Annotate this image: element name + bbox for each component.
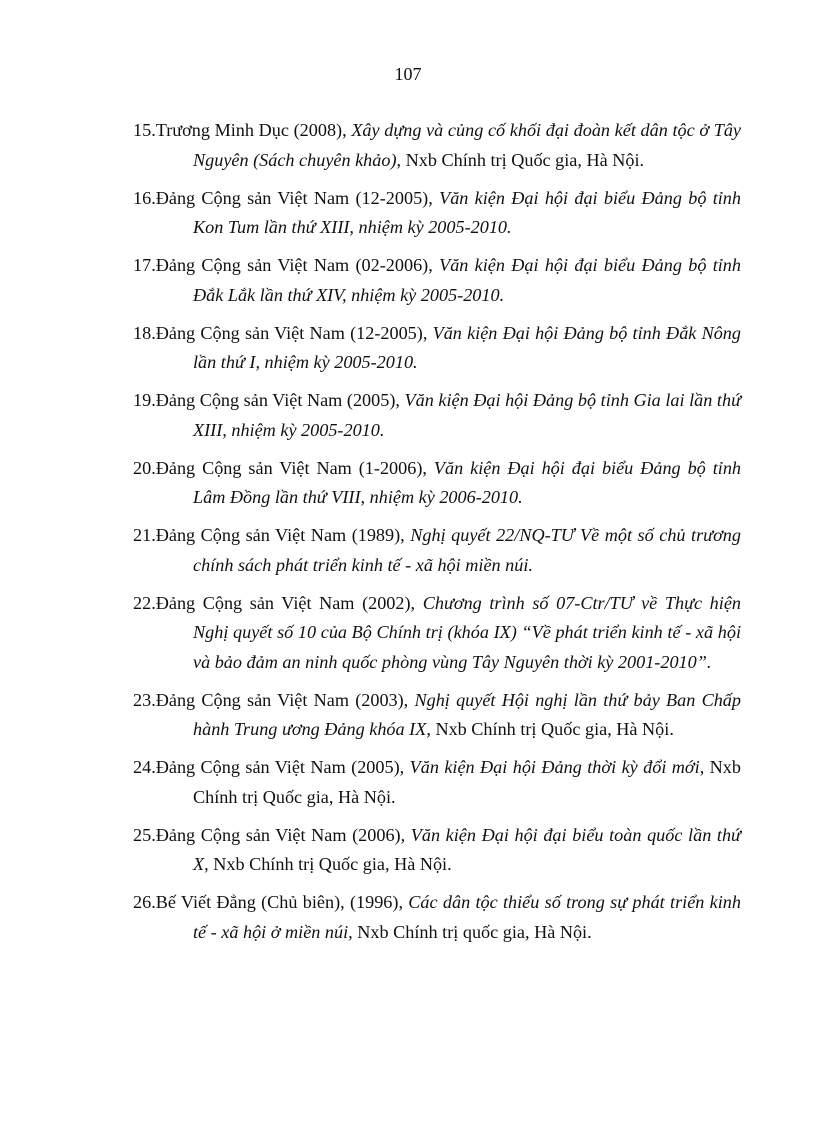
reference-publisher: , Nxb Chính trị Quốc gia, Hà Nội. (193, 757, 741, 807)
reference-title: Nghị quyết Hội nghị lần thứ bảy Ban Chấp hành Trung ương Đảng khóa IX (193, 689, 741, 739)
reference-author: Đảng Cộng sản Việt Nam (2006), (155, 824, 411, 845)
reference-item (133, 319, 741, 378)
reference-author: Đảng Cộng sản Việt Nam (1-2006), (155, 457, 434, 478)
reference-number: 17. (133, 255, 156, 275)
reference-item (133, 184, 741, 243)
reference-number: 16. (133, 187, 156, 208)
reference-list (133, 116, 741, 956)
reference-item (133, 686, 741, 745)
reference-number: 22. (133, 592, 156, 613)
reference-item (133, 589, 741, 678)
reference-author: Bế Viết Đẳng (Chủ biên), (1996), (155, 892, 409, 912)
reference-item (133, 521, 741, 580)
reference-author: Đảng Cộng sản Việt Nam (12-2005), (155, 187, 440, 208)
reference-item (133, 386, 741, 445)
reference-author: Đảng Cộng sản Việt Nam (2003), (155, 689, 415, 710)
reference-publisher: Nxb Chính trị quốc gia, Hà Nội. (352, 921, 592, 942)
reference-item (133, 116, 741, 175)
reference-number: 24. (133, 757, 156, 777)
reference-item (133, 251, 741, 310)
reference-title: Văn kiện Đại hội đại biểu Đảng bộ tỉnh Đắk Lắk lần thứ XIV, nhiệm kỳ 2005-2010. (193, 255, 741, 305)
reference-item (133, 821, 741, 880)
reference-item (133, 454, 741, 513)
reference-publisher: , Nxb Chính trị Quốc gia, Hà Nội. (426, 719, 674, 739)
reference-number: 21. (133, 525, 156, 545)
reference-publisher: , Nxb Chính trị Quốc gia, Hà Nội. (204, 854, 452, 874)
reference-author: Trương Minh Dục (2008), (155, 120, 352, 140)
reference-number: 20. (133, 457, 156, 478)
reference-item (133, 753, 741, 812)
reference-title: Văn kiện Đại hội đại biểu toàn quốc lần thứ X (193, 824, 741, 874)
reference-author: Đảng Cộng sản Việt Nam (02-2006), (155, 255, 440, 275)
reference-author: Đảng Cộng sản Việt Nam (12-2005), (155, 322, 433, 343)
reference-author: Đảng Cộng sản Việt Nam (2005), (155, 390, 405, 410)
reference-author: Đảng Cộng sản Việt Nam (2005), (155, 757, 410, 777)
reference-title: Nghị quyết 22/NQ-TƯ Về một số chủ trương chính sách phát triển kinh tế - xã hội miền núi. (193, 525, 741, 575)
reference-publisher: , Nxb Chính trị Quốc gia, Hà Nội. (396, 149, 645, 170)
reference-title: Văn kiện Đại hội Đảng bộ tỉnh Gia lai lần thứ XIII, nhiệm kỳ 2005-2010. (193, 390, 741, 440)
reference-title: Chương trình số 07-Ctr/TƯ về Thực hiện Nghị quyết số 10 của Bộ Chính trị (khóa IX) “Về phát triển kinh tế - xã hội và bảo đảm an ninh quốc phòng vùng Tây Nguyên thời kỳ 2001-2010”. (193, 592, 741, 672)
reference-number: 19. (133, 390, 156, 410)
reference-number: 23. (133, 689, 156, 710)
reference-title: Văn kiện Đại hội Đảng thời kỳ đổi mới (409, 757, 700, 777)
reference-title: Văn kiện Đại hội đại biểu Đảng bộ tỉnh Lâm Đồng lần thứ VIII, nhiệm kỳ 2006-2010. (193, 457, 742, 507)
reference-number: 26. (133, 892, 156, 912)
reference-title: Văn kiện Đại hội Đảng bộ tỉnh Đắk Nông lần thứ I, nhiệm kỳ 2005-2010. (193, 322, 741, 372)
reference-number: 15. (133, 120, 156, 140)
page-number: 107 (394, 64, 422, 84)
reference-item (133, 888, 741, 947)
reference-number: 18. (133, 322, 156, 343)
reference-title: Văn kiện Đại hội đại biểu Đảng bộ tỉnh Kon Tum lần thứ XIII, nhiệm kỳ 2005-2010. (193, 187, 741, 237)
reference-author: Đảng Cộng sản Việt Nam (1989), (155, 525, 411, 545)
reference-title: Các dân tộc thiểu số trong sự phát triển kinh tế - xã hội ở miền núi, (193, 892, 741, 942)
reference-author: Đảng Cộng sản Việt Nam (2002), (155, 592, 423, 613)
reference-number: 25. (133, 824, 156, 845)
reference-title: Xây dựng và củng cố khối đại đoàn kết dân tộc ở Tây Nguyên (Sách chuyên khảo) (193, 120, 742, 170)
